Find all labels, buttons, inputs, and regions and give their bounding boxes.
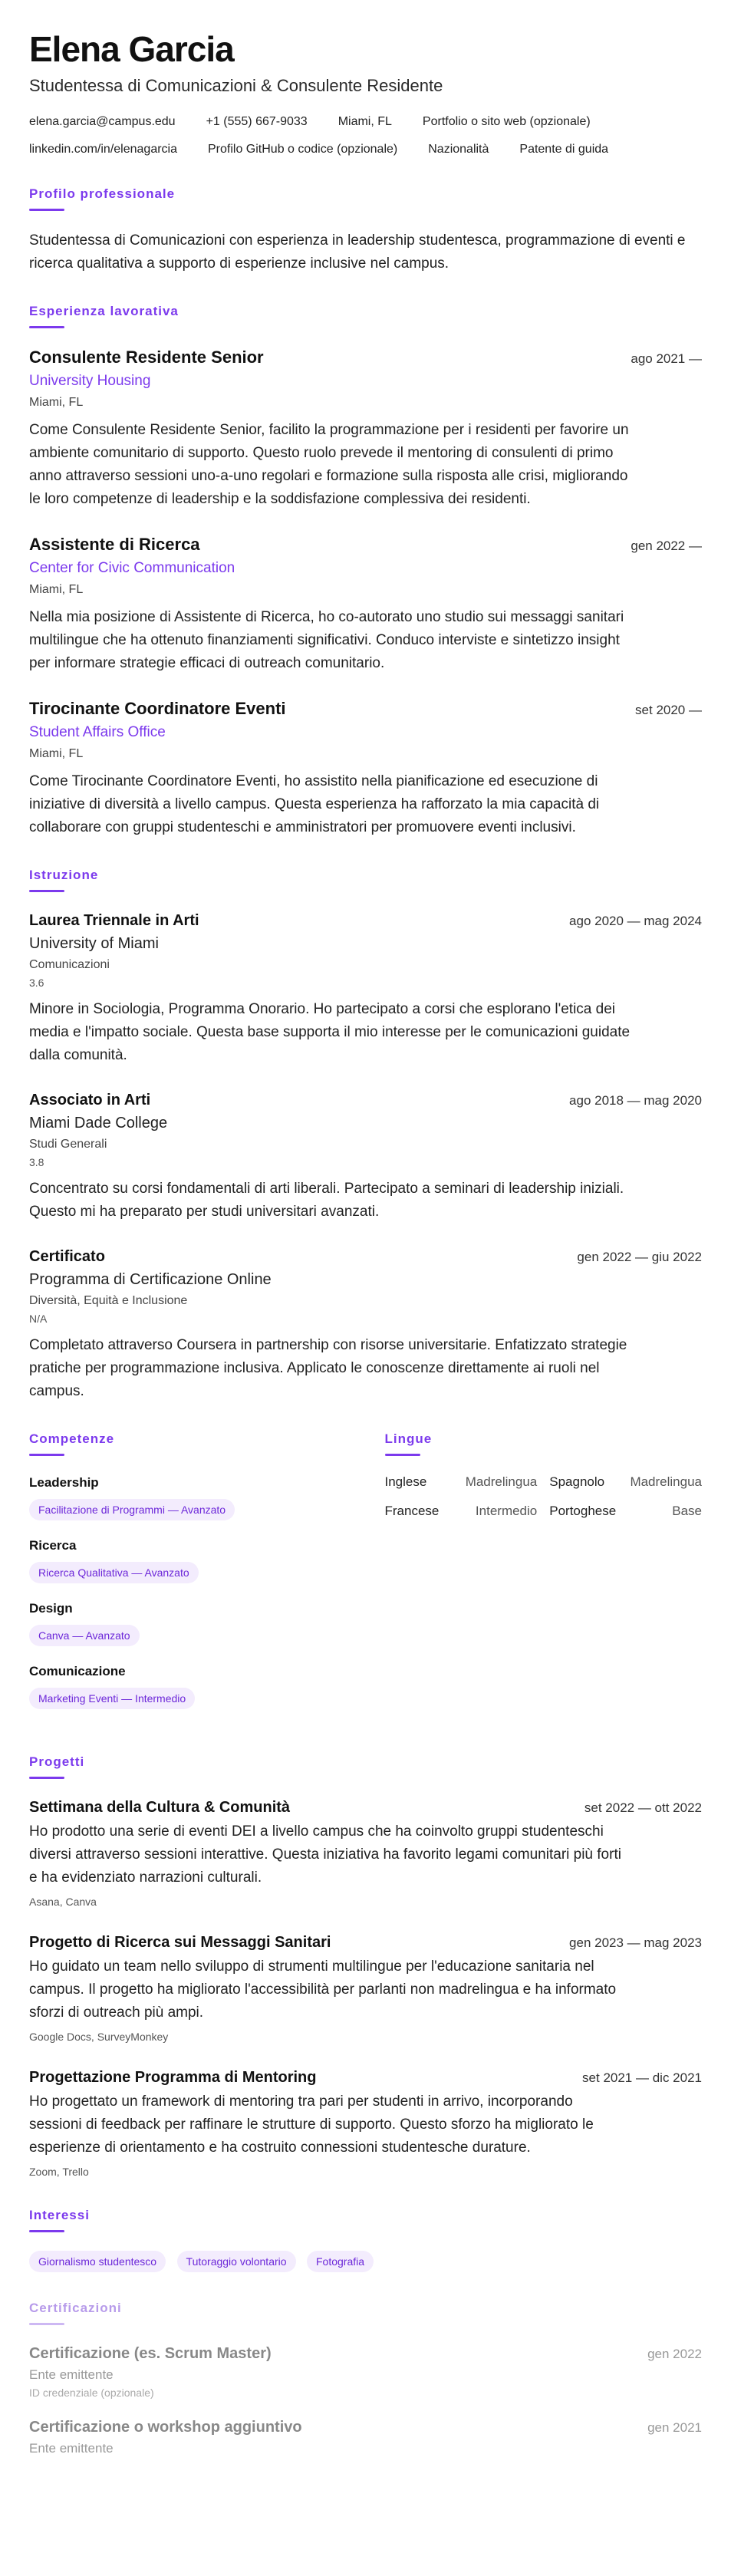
skill-group [29, 1600, 347, 1646]
employer: Center for Civic Communication [29, 560, 235, 576]
project-date: set 2021 — dic 2021 [582, 2070, 702, 2085]
job-location: Miami, FL [29, 583, 84, 596]
language-level: Madrelingua [465, 1474, 538, 1489]
job-date: set 2020 — [635, 703, 702, 717]
language-item [385, 1474, 538, 1490]
candidate-name: Elena Garcia [29, 29, 234, 69]
experience-entry [29, 534, 702, 675]
skill-category: Leadership [29, 1475, 99, 1490]
degree-title: Laurea Triennale in Arti [29, 912, 199, 929]
skill-chip: Facilitazione di Programmi — Avanzato [29, 1499, 235, 1520]
contact-location: Miami, FL [338, 115, 392, 128]
job-description: Come Consulente Residente Senior, facilito la programmazione per i residenti per favorire un ambiente comunitario di supporto. Questo ruolo prevede il mentoring di consulenti di primo anno attraverso sessioni uno-a-uno regolari e formazione sulla risposta alle crisi, migliorando le loro competenze di leadership e la soddisfazione complessiva dei residenti. [29, 422, 629, 507]
project-entry [29, 1932, 702, 2044]
skill-chip: Marketing Eventi — Intermedio [29, 1688, 195, 1709]
degree-title: Certificato [29, 1248, 105, 1265]
certification-issuer: Ente emittente [29, 2441, 114, 2456]
language-item [549, 1504, 702, 1519]
job-title: Consulente Residente Senior [29, 348, 264, 367]
section-title: Esperienza lavorativa [29, 304, 179, 318]
degree-title: Associato in Arti [29, 1092, 151, 1108]
section-divider [29, 2323, 64, 2325]
interest-chip: Tutoraggio volontario [177, 2251, 296, 2272]
certification-date: gen 2021 [647, 2420, 702, 2435]
section-title: Progetti [29, 1754, 85, 1769]
certification-id: ID credenziale (opzionale) [29, 2387, 154, 2399]
section-divider [29, 2230, 64, 2232]
skill-chip: Ricerca Qualitativa — Avanzato [29, 1562, 199, 1583]
interest-chip: Giornalismo studentesco [29, 2251, 166, 2272]
skill-category: Ricerca [29, 1538, 77, 1553]
project-tools: Google Docs, SurveyMonkey [29, 2031, 169, 2043]
field-of-study: Diversità, Equità e Inclusione [29, 1294, 188, 1307]
education-entry [29, 1247, 702, 1403]
education-description: Concentrato su corsi fondamentali di arti liberali. Partecipato a seminari di leadership iniziali. Questo mi ha preparato per studi universitari avanzati. [29, 1181, 624, 1220]
languages-section [385, 1431, 703, 1726]
certification-date: gen 2022 [647, 2347, 702, 2361]
section-title: Profilo professionale [29, 186, 176, 201]
contact-phone[interactable]: +1 (555) 667-9033 [206, 115, 308, 128]
project-description: Ho guidato un team nello sviluppo di strumenti multilingue per l'educazione sanitaria nel campus. Il progetto ha migliorato l'accessibilità per parlanti non madrelingua e ha informato sforzi di outreach più ampi. [29, 1958, 617, 2021]
job-title: Tirocinante Coordinatore Eventi [29, 699, 286, 718]
section-title: Interessi [29, 2208, 90, 2222]
education-description: Minore in Sociologia, Programma Onorario. Ho partecipato a corsi che esplorano l'etica dei media e l'impatto sociale. Questa base supporta il mio interesse per le comunicazioni guidate dalla comunità. [29, 1001, 631, 1063]
certifications-section [29, 2300, 702, 2457]
section-title: Lingue [384, 1431, 433, 1446]
language-name: Spagnolo [549, 1474, 605, 1489]
experience-entry [29, 698, 702, 839]
profile-summary: Studentessa di Comunicazioni con esperienza in leadership studentesca, programmazione di eventi e ricerca qualitativa a supporto di esperienze inclusive nel campus. [29, 232, 686, 272]
contact-github[interactable]: Profilo GitHub o codice (opzionale) [208, 143, 398, 156]
school-name: Miami Dade College [29, 1115, 168, 1132]
job-description: Nella mia posizione di Assistente di Ricerca, ho co-autorato uno studio sui messaggi sanitari multilingue che ha ottenuto finanziamenti significativi. Conduco interviste e sintetizzo insight per informare strategie efficaci di outreach comunitario. [29, 609, 624, 671]
language-name: Inglese [384, 1474, 427, 1489]
education-section [29, 867, 702, 1403]
skills-section [29, 1431, 347, 1726]
job-location: Miami, FL [29, 396, 84, 409]
employer: Student Affairs Office [29, 724, 166, 740]
school-name: Programma di Certificazione Online [29, 1271, 272, 1288]
projects-section [29, 1754, 702, 2179]
section-title: Certificazioni [29, 2301, 122, 2315]
employer: University Housing [29, 373, 151, 389]
skill-group [29, 1663, 347, 1709]
contact-license: Patente di guida [519, 143, 609, 156]
contact-info [29, 114, 702, 158]
job-description: Come Tirocinante Coordinatore Eventi, ho assistito nella pianificazione ed esecuzione di iniziative di diversità a livello campus. Questa esperienza ha rafforzato la mia capacità di collaborare con gruppi studenteschi e amministratori per promuovere eventi inclusivi. [29, 773, 600, 835]
project-tools: Zoom, Trello [29, 2166, 89, 2178]
skill-category: Comunicazione [29, 1664, 126, 1678]
contact-portfolio[interactable]: Portfolio o sito web (opzionale) [422, 115, 591, 128]
project-tools: Asana, Canva [29, 1896, 97, 1908]
certification-entry [29, 2417, 702, 2457]
interests-section [29, 2207, 702, 2272]
section-divider [29, 326, 64, 328]
gpa: 3.6 [29, 977, 44, 989]
field-of-study: Studi Generali [29, 1138, 107, 1151]
skill-category: Design [29, 1601, 73, 1616]
job-date: ago 2021 — [631, 351, 702, 366]
gpa: 3.8 [29, 1156, 44, 1168]
section-divider [29, 1454, 64, 1456]
section-divider [29, 1777, 64, 1779]
project-title: Progetto di Ricerca sui Messaggi Sanitari [29, 1934, 331, 1951]
certification-title: Certificazione o workshop aggiuntivo [29, 2419, 302, 2436]
job-date: gen 2022 — [631, 539, 702, 553]
certification-title: Certificazione (es. Scrum Master) [29, 2345, 272, 2362]
skill-group [29, 1537, 347, 1583]
language-name: Portoghese [549, 1504, 617, 1518]
section-divider [29, 209, 64, 211]
skill-group [29, 1474, 347, 1520]
section-title: Competenze [29, 1431, 115, 1446]
field-of-study: Comunicazioni [29, 958, 110, 971]
section-divider [385, 1454, 420, 1456]
education-date: gen 2022 — giu 2022 [577, 1250, 702, 1264]
contact-nationality: Nazionalità [428, 143, 489, 156]
candidate-subtitle: Studentessa di Comunicazioni & Consulente Residente [29, 76, 443, 95]
skills-languages-row [29, 1431, 702, 1726]
language-name: Francese [384, 1504, 440, 1518]
gpa: N/A [29, 1313, 48, 1325]
interest-chip: Fotografia [307, 2251, 374, 2272]
education-entry [29, 1090, 702, 1224]
language-item [385, 1504, 538, 1519]
profile-section [29, 186, 702, 275]
project-date: set 2022 — ott 2022 [584, 1800, 702, 1815]
experience-entry [29, 347, 702, 511]
education-entry [29, 911, 702, 1067]
job-title: Assistente di Ricerca [29, 535, 200, 554]
certification-issuer: Ente emittente [29, 2367, 114, 2382]
skill-chip: Canva — Avanzato [29, 1625, 140, 1646]
certification-entry [29, 2344, 702, 2400]
project-title: Settimana della Cultura & Comunità [29, 1799, 291, 1816]
language-level: Base [672, 1504, 702, 1518]
education-date: ago 2020 — mag 2024 [569, 914, 702, 928]
section-divider [29, 890, 64, 892]
languages-list [385, 1474, 703, 1519]
contact-linkedin[interactable]: linkedin.com/in/elenagarcia [29, 143, 177, 156]
experience-section [29, 303, 702, 839]
education-description: Completato attraverso Coursera in partnership con risorse universitarie. Enfatizzato strategie pratiche per programmazione inclusiva. Applicato le conoscenze direttamente ai ruoli nel campus. [29, 1337, 627, 1399]
interests-list [29, 2251, 702, 2272]
project-entry [29, 2067, 702, 2179]
language-item [549, 1474, 702, 1490]
contact-email[interactable]: elena.garcia@campus.edu [29, 115, 176, 128]
project-entry [29, 1797, 702, 1909]
project-date: gen 2023 — mag 2023 [569, 1935, 702, 1950]
project-description: Ho prodotto una serie di eventi DEI a livello campus che ha coinvolto gruppi studenteschi diversi attraverso sessioni interattive. Questa iniziativa ha favorito legami comunitari più forti e ha evidenziato narrazioni culturali. [29, 1823, 621, 1886]
project-title: Progettazione Programma di Mentoring [29, 2069, 317, 2086]
project-description: Ho progettato un framework di mentoring tra pari per studenti in arrivo, incorporando sessioni di feedback per raffinare le strutture di supporto. Questo sforzo ha migliorato le esperienze di orientamento e ha costruito connessioni studentesche durature. [29, 2093, 594, 2156]
resume-header [29, 28, 702, 158]
language-level: Intermedio [475, 1504, 538, 1518]
job-location: Miami, FL [29, 747, 84, 760]
language-level: Madrelingua [630, 1474, 702, 1489]
section-title: Istruzione [29, 868, 99, 882]
education-date: ago 2018 — mag 2020 [569, 1093, 702, 1108]
school-name: University of Miami [29, 935, 159, 952]
